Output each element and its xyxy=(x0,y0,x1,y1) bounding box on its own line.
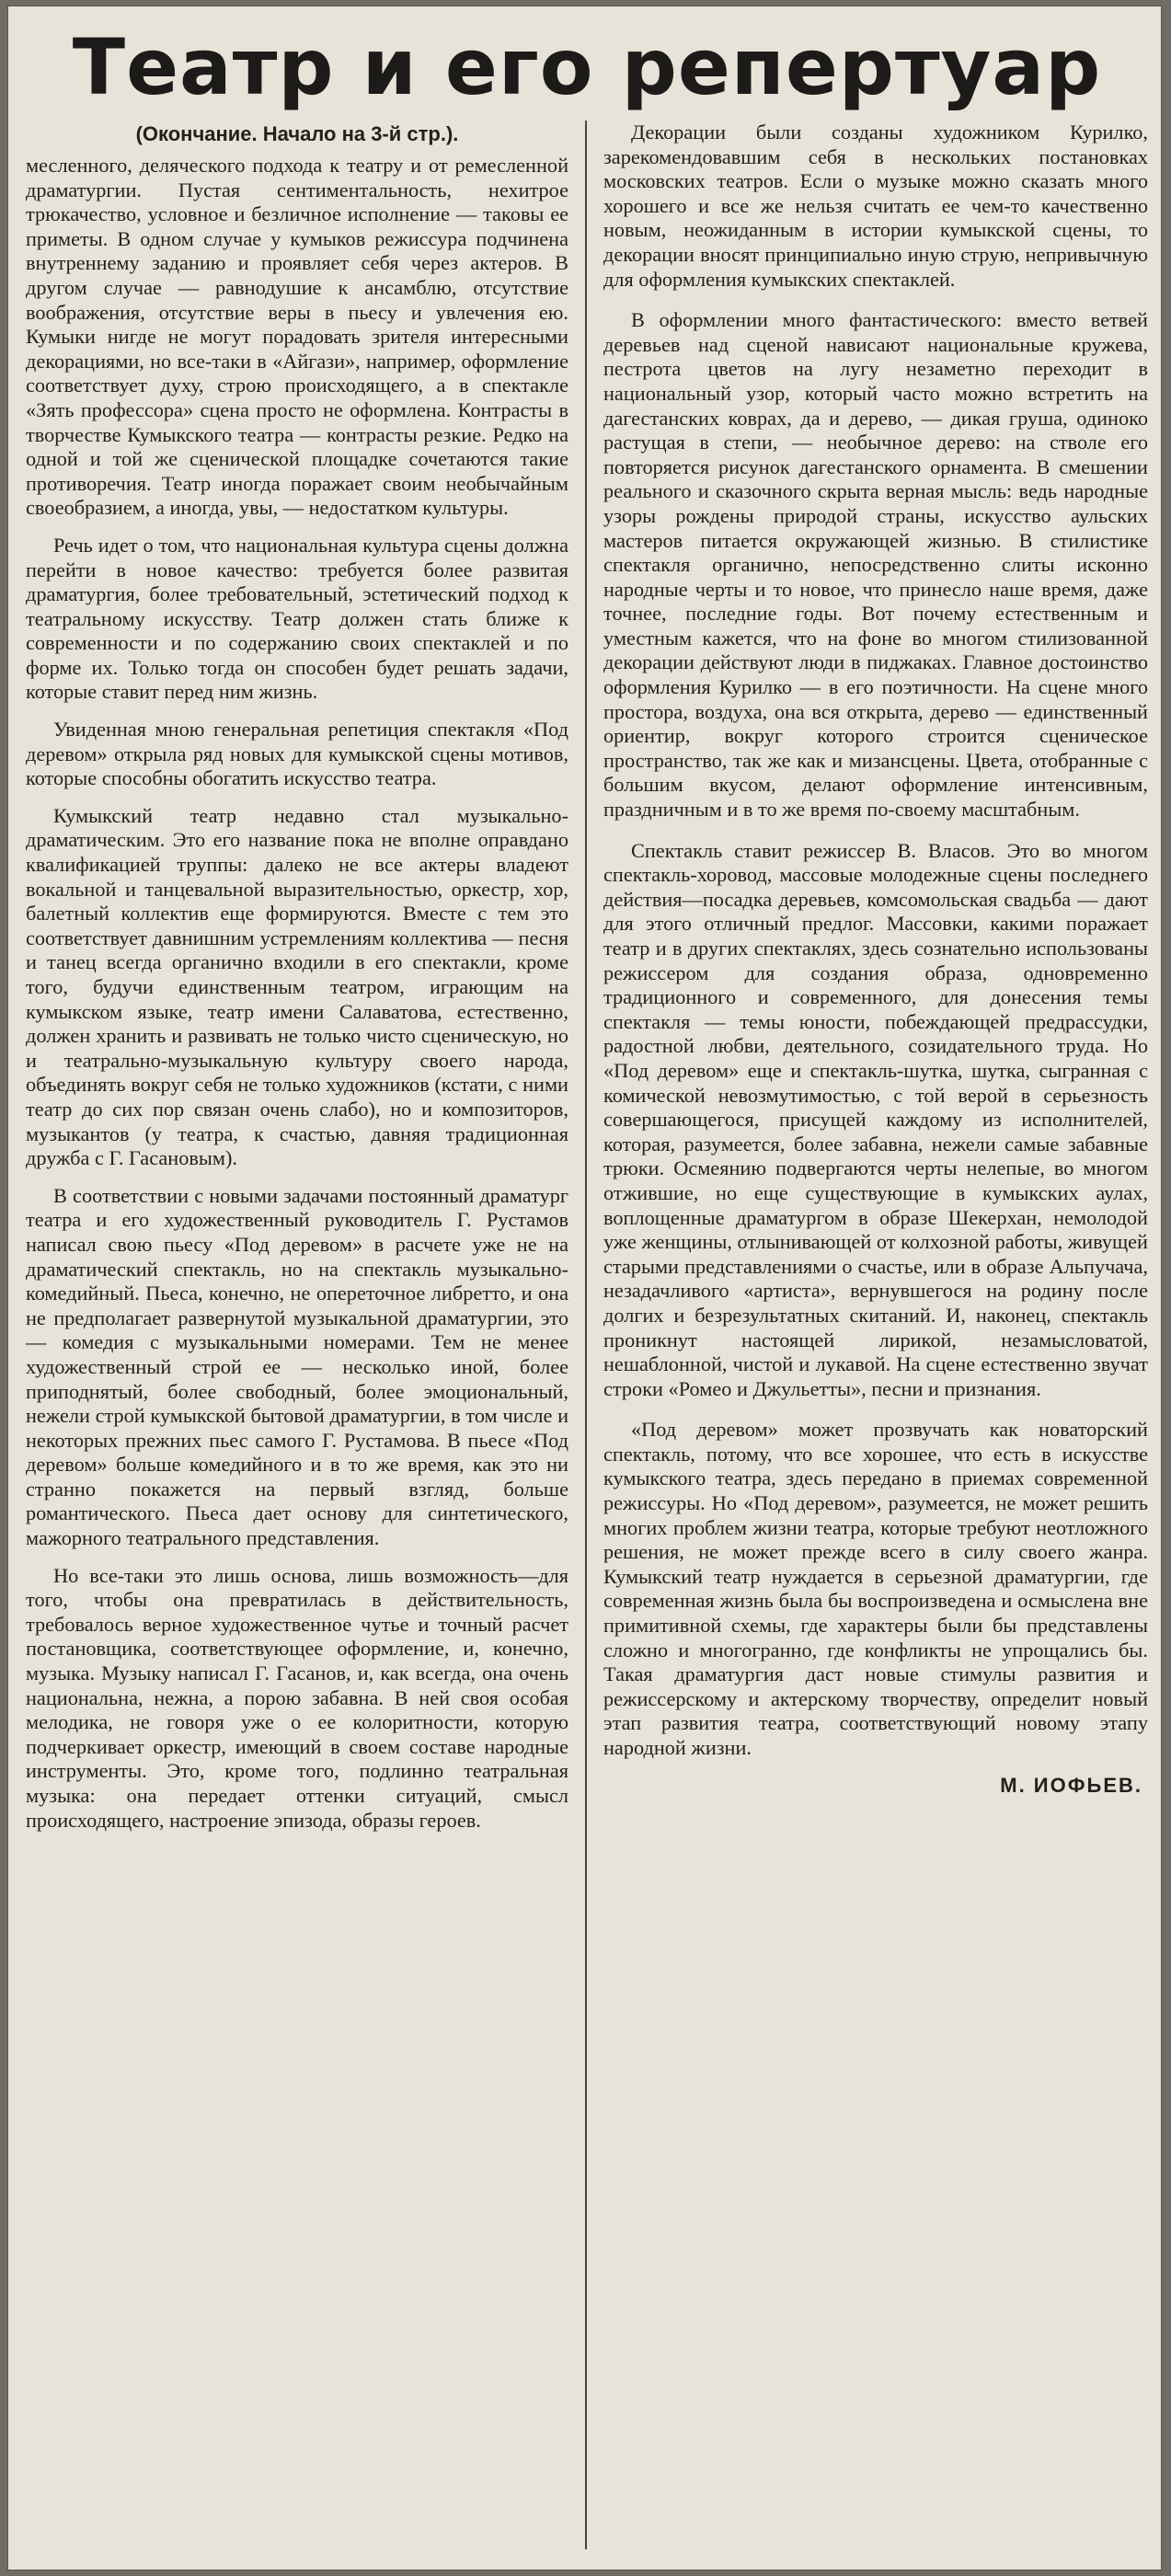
paragraph: В соответствии с новыми задачами постоянный драматург театра и его художественный руководитель Г. Рустамов написал свою пьесу «Под деревом» в расчете уже не на драматический спектакль, но на спектакль музыкально-комедийный. Пьеса, конечно, не опереточное либретто, и она не предполагает развернутой музыкальной драматургии, это — комедия с музыкальными номерами. Тем не менее художественный строй ее — несколько иной, более приподнятый, более свободный, более эмоциональный, нежели строй кумыкской бытовой драматургии, в том числе и некоторых прежних пьес самого Г. Рустамова. В пьесе «Под деревом» больше комедийного и в то же время, как это ни странно покажется на первый взгляд, больше романтического. Пьеса дает основу для синтетического, мажорного театрального представления. xyxy=(26,1183,568,1550)
headline: Театр и его репертуар xyxy=(72,22,1102,112)
column-divider xyxy=(585,121,587,2549)
paragraph: Но все-таки это лишь основа, лишь возможность—для того, чтобы она превратилась в действительность, требовалось верное художественное чутье и точный расчет постановщика, соответствующее оформление, и, конечно, музыка. Музыку написал Г. Гасанов, и, как всегда, она очень национальна, нежна, а порою забавна. В ней своя особая мелодика, не говоря уже о ее колоритности, которую подчеркивает оркестр, имеющий в своем составе народные инструменты. Это, кроме того, подлинно театральная музыка: она передает оттенки ситуаций, смысл происходящего, настроение эпизода, образы героев. xyxy=(26,1563,568,1832)
paragraph: Увиденная мною генеральная репетиция спектакля «Под деревом» открыла ряд новых для кумыкской сцены мотивов, которые способны обогатить искусство театра. xyxy=(26,718,568,790)
paragraph: Речь идет о том, что национальная культура сцены должна перейти в новое качество: требуется более развитая драматургия, более требовательный, эстетический подход к театральному искусству. Театр должен стать ближе к современности и по содержанию своих спектаклей и по форме их. Только тогда он способен будет решать задачи, которые ставит перед ним жизнь. xyxy=(26,533,568,704)
paragraph: месленного, деляческого подхода к театру и от ремесленной драматургии. Пустая сентиментальность, нехитрое трюкачество, условное и безличное исполнение — таковы ее приметы. В одном случае у кумыков режиссура подчинена внутреннему заданию и проявляет себя через актеров. В другом случае — равнодушие к ансамблю, отсутствие воображения, отсутствие веры в пьесу и увлечения ею. Кумыки нигде не могут порадовать зрителя интересными декорациями, но все-таки в «Айгази», например, оформление соответствует духу, строю происходящего, а в спектакле «Зять профессора» сцена просто не оформлена. Контрасты в творчестве Кумыкского театра — контрасты резкие. Редко на одной и той же сценической площадке сочетаются такие противоречия. Театр иногда поражает своим необычайным своеобразием, а иногда, увы, — недостатком культуры. xyxy=(26,154,568,520)
author-signature: М. ИОФЬЕВ. xyxy=(1000,1773,1142,1797)
paragraph: Кумыкский театр недавно стал музыкально-драматическим. Это его название пока не вполне оправдано квалификацией труппы: далеко не все актеры владеют вокальной и танцевальной выразительностью, оркестр, хор, балетный коллектив еще формируются. Вместе с тем это соответствует давнишним устремлениям коллектива — песня и танец всегда органично входили в его спектакли, кроме того, будучи единственным театром, играющим на кумыкском языке, театр имени Салаватова, естественно, должен хранить и развивать не только чисто сценическую, но и театрально-музыкальную культуру своего народа, объединять вокруг себя не только художников (кстати, с ними театр до сих пор связан очень слабо), но и композиторов, музыкантов (у театра, к счастью, давняя традиционная дружба с Г. Гасановым). xyxy=(26,803,568,1170)
paragraph: Спектакль ставит режиссер В. Власов. Это во многом спектакль-хоровод, массовые молодежные сцены последнего действия—посадка деревьев, комсомольская свадьба — дают для этого отличный предлог. Массовки, какими поражает театр и в других спектаклях, здесь сознательно использованы режиссером для создания образа, одновременно традиционного и современного, для донесения темы спектакля — темы юности, побеждающей предрассудки, радостной любви, деятельного, созидательного труда. Но «Под деревом» еще и спектакль-шутка, шутка, сыгранная с комической невозмутимостью, с той верой в серьезность совершающегося, присущей каждому из исполнителей, которая, разумеется, более забавна, нежели самые забавные трюки. Осмеянию подвергаются черты нелепые, во многом отжившие, но еще существующие в кумыкских аулах, воплощенные драматургом в образе Шекерхан, немолодой уже женщины, отлынивающей от колхозной работы, живущей старыми представлениями о счастье, или в образе Альпучача, незадачливого «артиста», вернувшегося на родину после долгих и безрезультатных скитаний. И, наконец, спектакль проникнут настоящей лирикой, незамысловатой, нешаблонной, чистой и лукавой. На сцене естественно звучат строки «Ромео и Джульетты», песни и признания. xyxy=(603,838,1148,1400)
paragraph: В оформлении много фантастического: вместо ветвей деревьев над сценой нависают национальные кружева, пестрота цветов на лугу незаметно переходит в национальный узор, который часто можно встретить на дагестанских коврах, да и дерево, — дикая груша, одиноко растущая в степи, — необычное дерево: на стволе его повторяется рисунок дагестанского орнамента. В смешении реального и сказочного скрыта верная мысль: ведь народные узоры рождены природой страны, искусство аульских мастеров питается окружающей жизнью. В стилистике спектакля органично, непосредственно слиты исконно народные черты и то новое, что принесло наше время, даже точнее, последние годы. Вот почему естественным и уместным кажется, что на фоне во многом стилизованной декорации действуют люди в пиджаках. Главное достоинство оформления Курилко — в его поэтичности. На сцене много простора, воздуха, она вся открыта, дерево — единственный ориентир, вокруг которого строится сценическое пространство, так же как и мизансцены. Цвета, отобранные с большим вкусом, делают оформление интенсивным, праздничным и в то же время по-своему масштабным. xyxy=(603,308,1148,822)
continuation-note: (Окончание. Начало на 3-й стр.). xyxy=(135,122,459,145)
paragraph: «Под деревом» может прозвучать как новаторский спектакль, потому, что все хорошее, что есть в искусстве кумыкского театра, здесь передано в приемах современной режиссуры. Но «Под деревом», разумеется, не может решить многих проблем жизни театра, которые требуют неотложного решения, не может прежде всего в силу своего жанра. Кумыкский театр нуждается в серьезной драматургии, где современная жизнь была бы воспроизведена и осмыслена вне примитивной схемы, где характеры были бы представлены сложно и многогранно, где конфликты не упрощались бы. Такая драматургия даст новые стимулы развития и режиссерскому и актерскому творчеству, определит новый этап развития театра, соответствующий новому этапу народной жизни. xyxy=(603,1418,1148,1759)
newspaper-clipping xyxy=(7,6,1162,2570)
left-column xyxy=(26,121,568,2552)
right-column xyxy=(603,121,1148,2552)
paragraph: Декорации были созданы художником Курилко, зарекомендовавшим себя в нескольких постановках московских театров. Если о музыке можно сказать много хорошего и все же нельзя считать ее чем-то качественно новым, неожиданным в истории кумыкской сцены, то декорации вносят принципиально иную струю, непривычную для оформления кумыкских спектаклей. xyxy=(603,121,1148,291)
